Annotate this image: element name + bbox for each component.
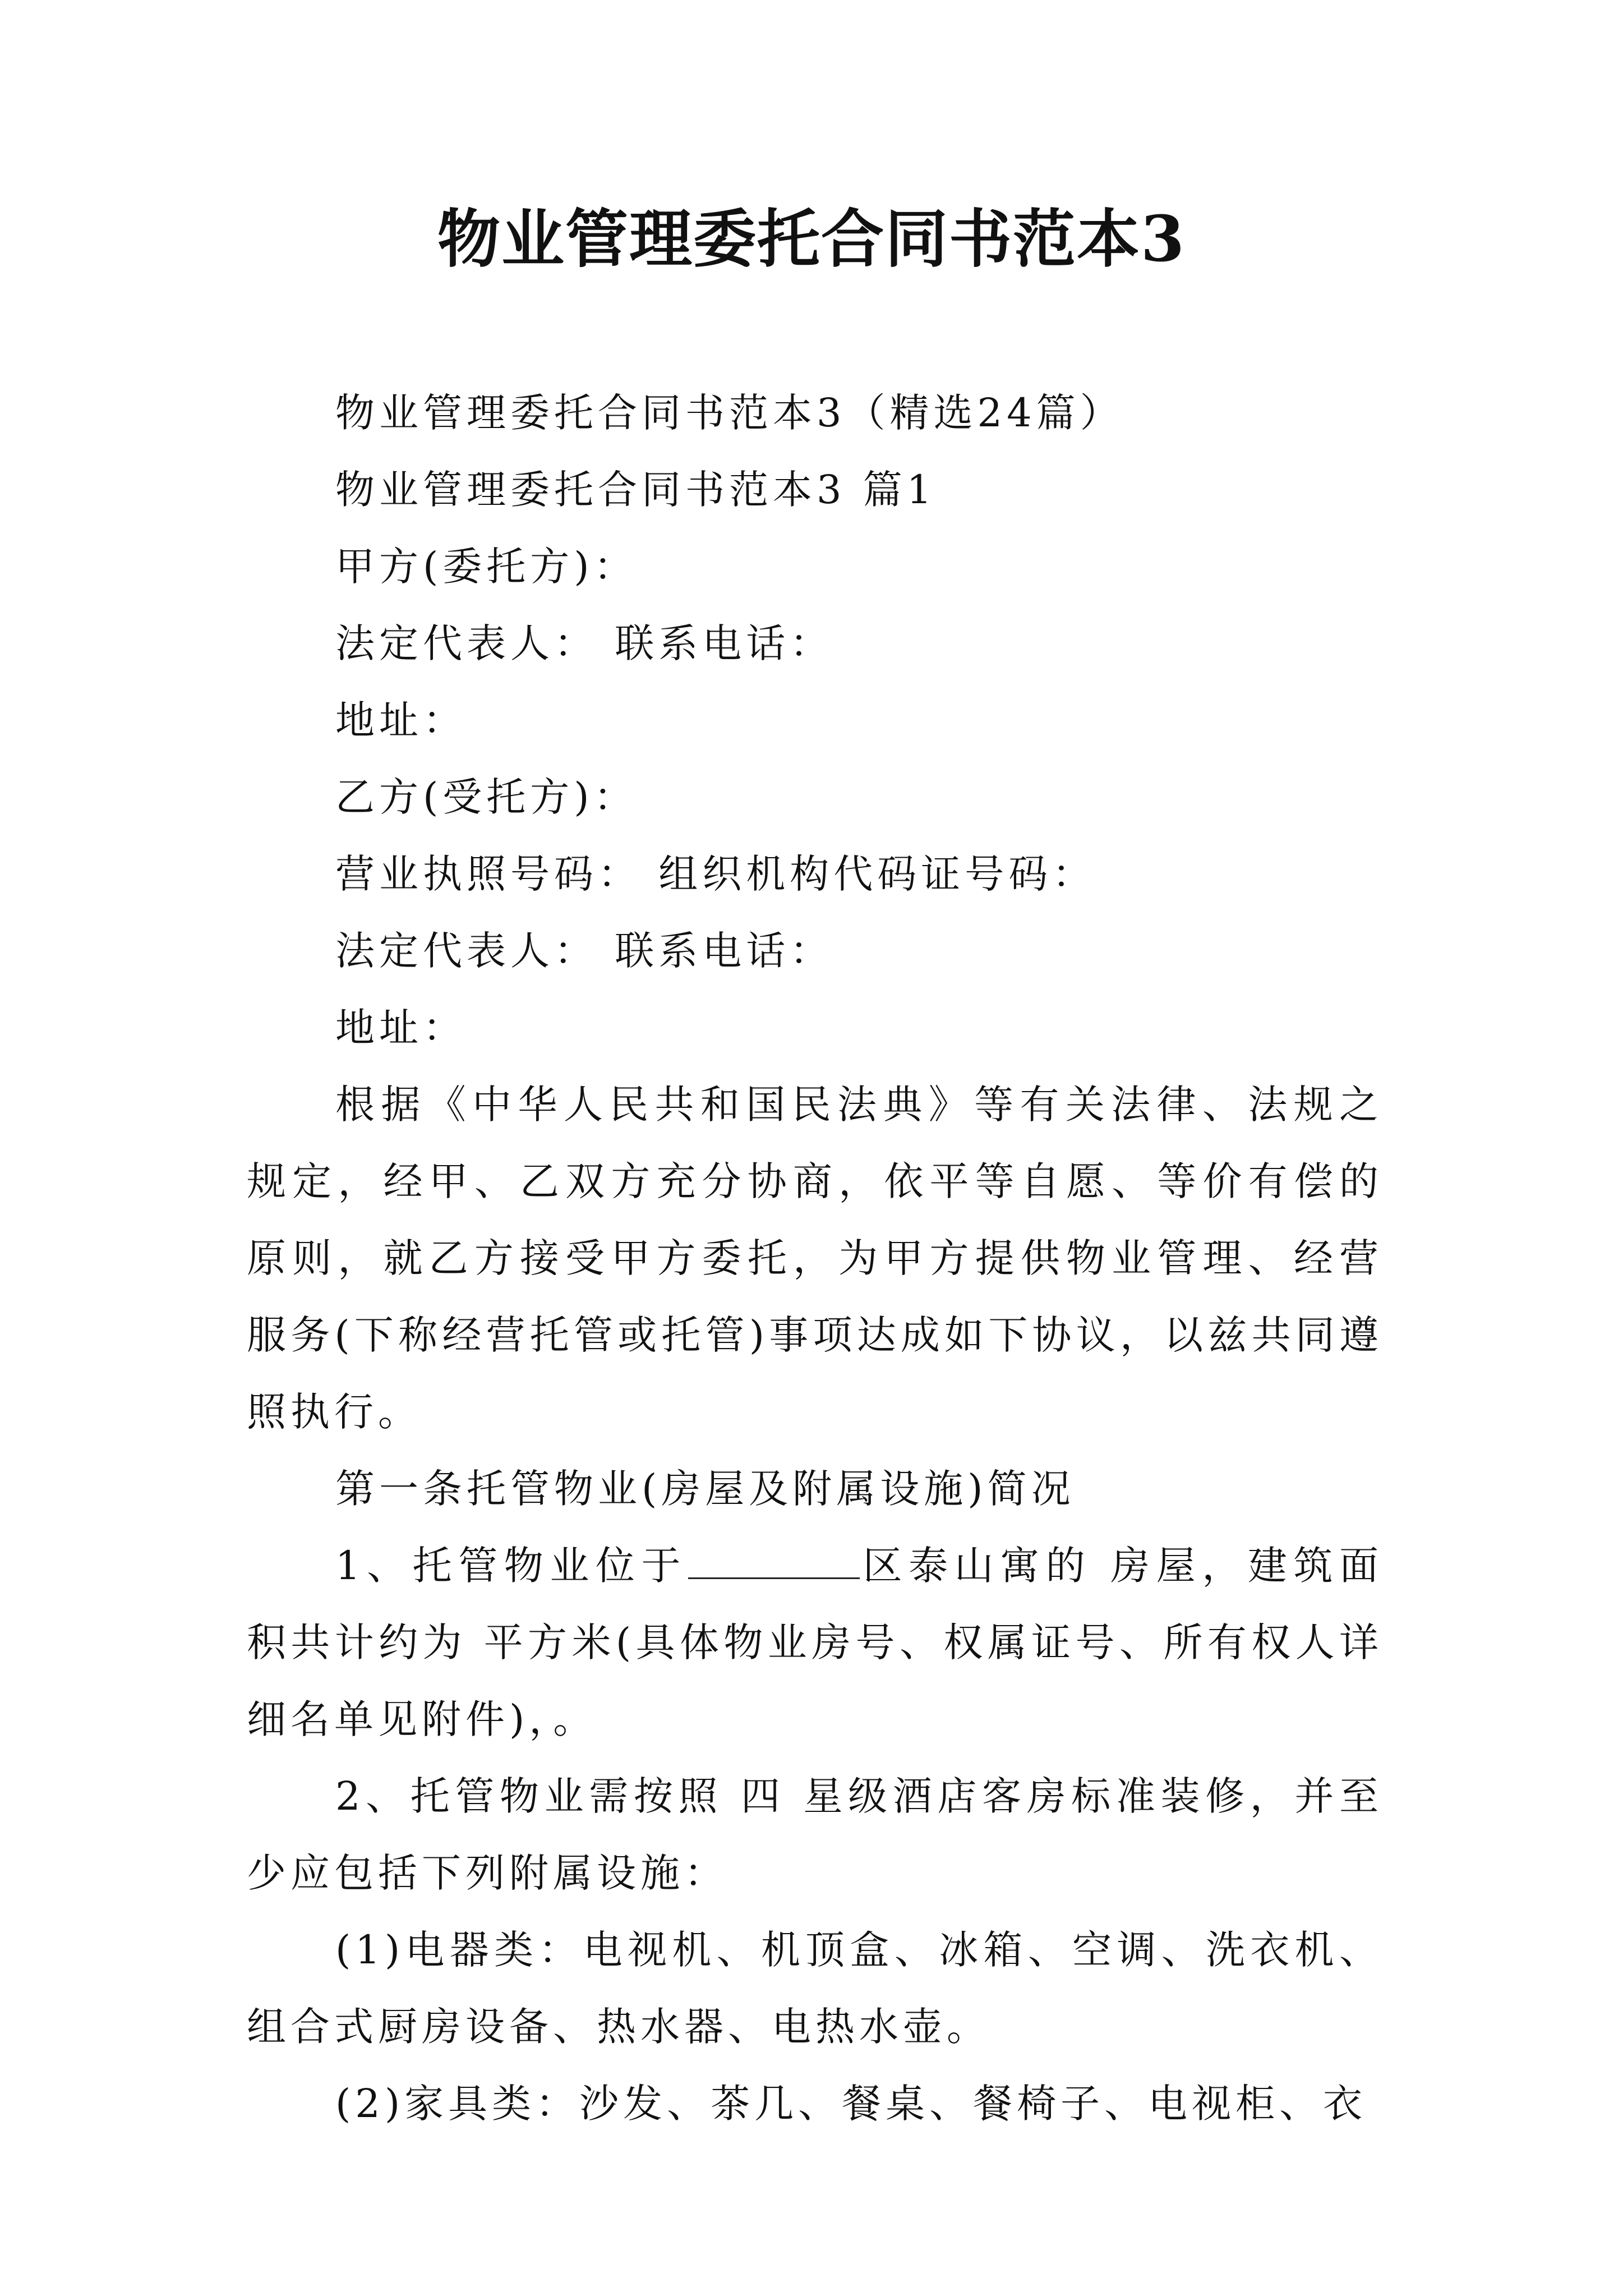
paragraph-party-b: 乙方(受托方)：: [335, 774, 638, 820]
paragraph-party-b-representative: 法定代表人： 联系电话：: [335, 928, 834, 974]
item-1-text-before: 1、托管物业位于: [335, 1543, 688, 1589]
paragraph-party-b-address: 地址：: [335, 1005, 467, 1051]
paragraph-article-1-item-1: [247, 1527, 1383, 1758]
paragraph-furniture: (2)家具类：沙发、茶几、餐桌、餐椅子、电视柜、衣: [335, 2081, 1367, 2127]
paragraph-party-a-representative: 法定代表人： 联系电话：: [335, 620, 834, 666]
fill-in-blank: [688, 1544, 860, 1579]
paragraph-article-1-item-2: 2、托管物业需按照 四 星级酒店客房标准装修，并至少应包括下列附属设施：: [247, 1773, 1383, 1896]
paragraph-subtitle: 物业管理委托合同书范本3（精选24篇）: [335, 390, 1124, 436]
paragraph-appliances: (1)电器类：电视机、机顶盒、冰箱、空调、洗衣机、组合式厨房设备、热水器、电热水壶。: [247, 1927, 1383, 2050]
document-body: [247, 375, 1383, 2142]
paragraph-section-heading: 物业管理委托合同书范本3 篇1: [335, 467, 937, 513]
document-title: 物业管理委托合同书范本3: [437, 203, 1186, 276]
paragraph-article-1-heading: 第一条托管物业(房屋及附属设施)简况: [335, 1466, 1075, 1512]
item-1-text-after: 区泰山寓的 房屋，建筑面积共计约为 平方米(具体物业房号、权属证号、所有权人详细名单见附件)，。: [247, 1543, 1383, 1742]
paragraph-party-a: 甲方(委托方)：: [335, 544, 638, 590]
paragraph-party-b-license: 营业执照号码： 组织机构代码证号码：: [335, 851, 1096, 897]
paragraph-preamble: 根据《中华人民共和国民法典》等有关法律、法规之规定，经甲、乙双方充分协商，依平等自愿、等价有偿的原则，就乙方接受甲方委托，为甲方提供物业管理、经营服务(下称经营托管或托管)事项达成如下协议，以兹共同遵照执行。: [247, 1082, 1383, 1435]
paragraph-party-a-address: 地址：: [335, 697, 467, 743]
